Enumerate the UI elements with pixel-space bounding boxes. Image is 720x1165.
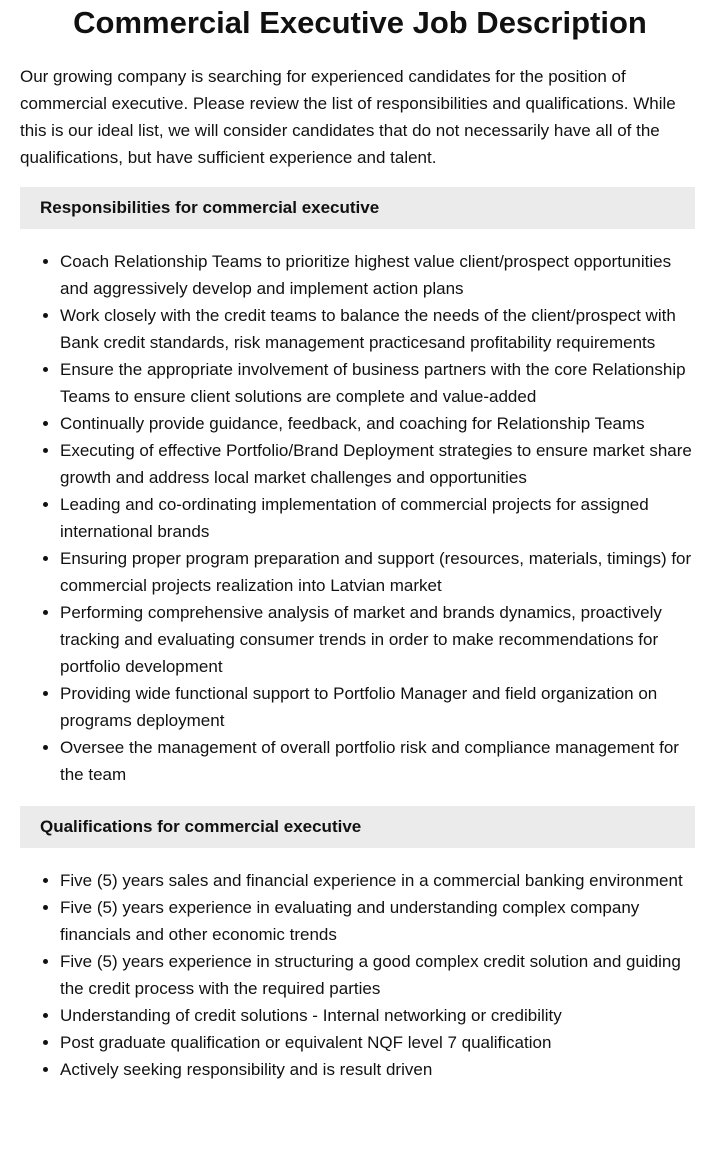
list-item: • Work closely with the credit teams to balance the needs of the client/prospect with Bank credit standards, risk management practicesand profitability requirements	[60, 302, 700, 356]
list-item: • Five (5) years experience in evaluating and understanding complex company financials and other economic trends	[60, 894, 700, 948]
list-item: • Five (5) years sales and financial experience in a commercial banking environment	[60, 867, 700, 894]
responsibilities-list	[20, 248, 700, 788]
list-item: • Coach Relationship Teams to prioritize highest value client/prospect opportunities and aggressively develop and implement action plans	[60, 248, 700, 302]
qualifications-list	[20, 867, 700, 1083]
list-item: • Oversee the management of overall portfolio risk and compliance management for the team	[60, 734, 700, 788]
list-item: • Providing wide functional support to Portfolio Manager and field organization on programs deployment	[60, 680, 700, 734]
list-item: • Five (5) years experience in structuring a good complex credit solution and guiding the credit process with the required parties	[60, 948, 700, 1002]
list-item: • Actively seeking responsibility and is result driven	[60, 1056, 700, 1083]
responsibilities-heading: Responsibilities for commercial executive	[20, 187, 695, 229]
intro-paragraph: Our growing company is searching for experienced candidates for the position of commercial executive. Please review the list of responsibilities and qualifications. While this is our ideal list, we will consider candidates that do not necessarily have all of the qualifications, but have sufficient experience and talent.	[20, 67, 676, 167]
list-item: • Executing of effective Portfolio/Brand Deployment strategies to ensure market share growth and address local market challenges and opportunities	[60, 437, 700, 491]
list-item: • Post graduate qualification or equivalent NQF level 7 qualification	[60, 1029, 700, 1056]
page-title: Commercial Executive Job Description	[73, 5, 647, 40]
list-item: • Leading and co-ordinating implementation of commercial projects for assigned international brands	[60, 491, 700, 545]
list-item: • Understanding of credit solutions - Internal networking or credibility	[60, 1002, 700, 1029]
qualifications-heading: Qualifications for commercial executive	[20, 806, 695, 848]
list-item: • Performing comprehensive analysis of market and brands dynamics, proactively tracking and evaluating consumer trends in order to make recommendations for portfolio development	[60, 599, 700, 680]
list-item: • Continually provide guidance, feedback, and coaching for Relationship Teams	[60, 410, 700, 437]
list-item: • Ensuring proper program preparation and support (resources, materials, timings) for commercial projects realization into Latvian market	[60, 545, 700, 599]
list-item: • Ensure the appropriate involvement of business partners with the core Relationship Teams to ensure client solutions are complete and value-added	[60, 356, 700, 410]
